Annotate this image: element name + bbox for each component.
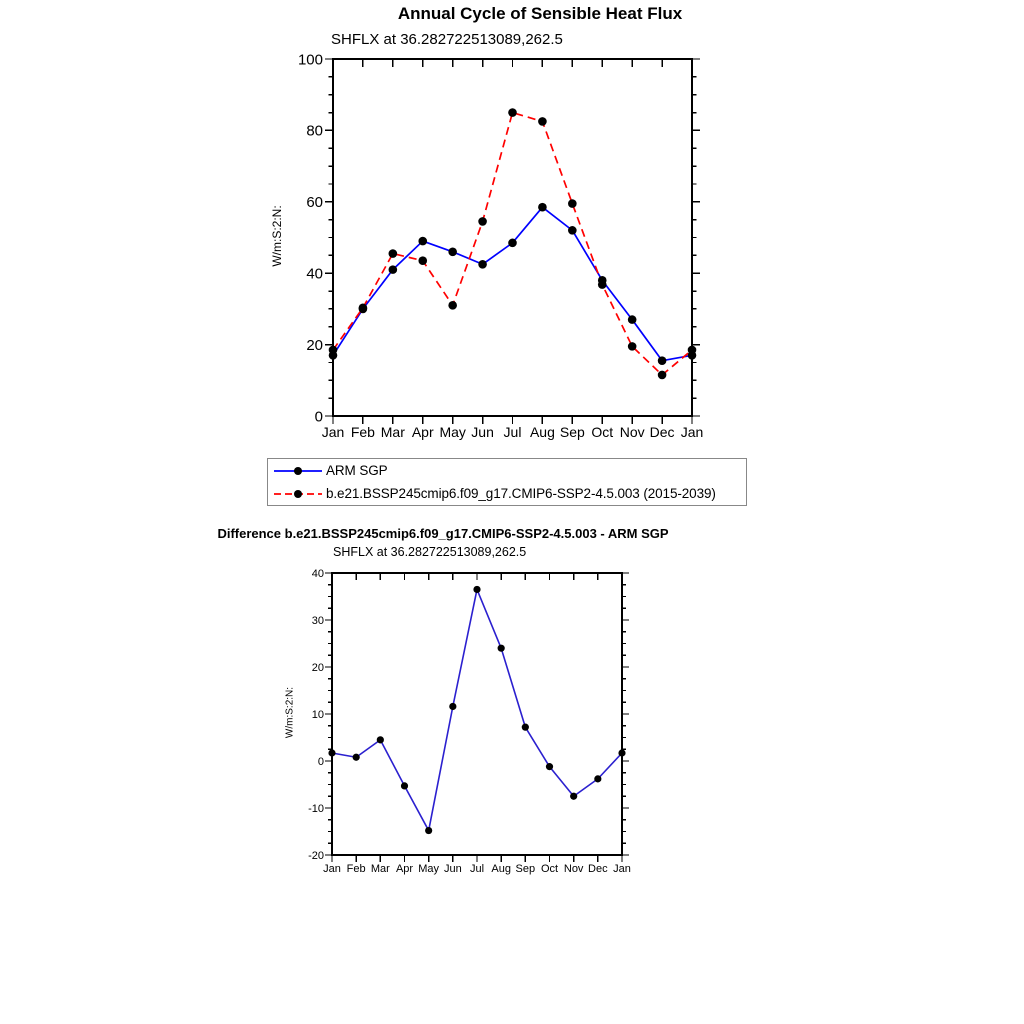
x-tick-label: Sep (515, 863, 536, 875)
data-point-marker (377, 736, 384, 743)
x-tick-label: Jul (503, 424, 522, 440)
y-tick-label: 10 (311, 708, 324, 721)
data-point-marker (425, 827, 432, 834)
data-point-marker (449, 703, 456, 710)
chart-frame (332, 573, 622, 855)
x-tick-label: Oct (540, 863, 559, 875)
x-tick-label: Nov (563, 863, 584, 875)
x-tick-label: May (418, 863, 440, 875)
legend-label-arm-sgp: ARM SGP (326, 463, 388, 478)
x-tick-label: Dec (649, 424, 675, 440)
legend-label-model: b.e21.BSSP245cmip6.f09_g17.CMIP6-SSP2-4.5.003 (2015-2039) (326, 486, 716, 501)
y-tick-label: -10 (308, 802, 324, 815)
chart1-title: Annual Cycle of Sensible Heat Flux (397, 4, 683, 23)
y-tick-label: 30 (311, 614, 324, 627)
y-tick-label: 0 (317, 755, 324, 768)
axis-tick-labels (308, 568, 631, 875)
y-tick-label: 40 (311, 567, 324, 580)
x-tick-label: Mar (380, 424, 405, 440)
y-tick-label: 20 (306, 336, 323, 354)
x-tick-label: Sep (559, 424, 585, 440)
data-point-marker (328, 749, 335, 756)
y-tick-label: 40 (306, 265, 323, 283)
x-tick-label: Jan (323, 863, 341, 875)
x-tick-label: Oct (591, 424, 614, 440)
data-point-marker (546, 763, 553, 770)
chart1-subtitle: SHFLX at 36.282722513089,262.5 (331, 31, 563, 48)
x-tick-label: Jan (680, 424, 704, 440)
x-tick-label: Dec (588, 863, 608, 875)
data-point-marker (473, 586, 480, 593)
y-tick-label: 20 (311, 661, 324, 674)
y-tick-label: -20 (308, 849, 324, 862)
x-tick-label: Nov (619, 424, 645, 440)
y-tick-label: 80 (306, 122, 323, 140)
data-point-marker (570, 793, 577, 800)
x-tick-label: Jan (613, 863, 631, 875)
x-tick-label: Feb (346, 863, 366, 875)
x-tick-label: Apr (395, 863, 414, 875)
x-tick-label: Jul (469, 863, 485, 875)
x-tick-label: Jan (321, 424, 345, 440)
chart2-subtitle: SHFLX at 36.282722513089,262.5 (333, 545, 527, 559)
data-point-marker (594, 775, 601, 782)
x-tick-label: Aug (529, 424, 555, 440)
y-tick-label: 100 (297, 51, 323, 69)
x-tick-label: Mar (370, 863, 390, 875)
y-tick-label: 60 (306, 194, 323, 212)
y-tick-label: 0 (314, 408, 323, 426)
x-tick-label: Feb (350, 424, 375, 440)
chart1-y-axis-label: W/m:S:2:N: (270, 205, 284, 267)
x-tick-label: Jun (443, 863, 462, 875)
data-point-marker (618, 749, 625, 756)
chart2-title: Difference b.e21.BSSP245cmip6.f09_g17.CMIP6-SSP2-4.5.003 - ARM SGP (217, 526, 669, 541)
data-point-marker (353, 754, 360, 761)
data-point-marker (522, 724, 529, 731)
x-tick-label: May (439, 424, 466, 440)
series-line (332, 589, 622, 830)
axis-ticks (325, 573, 629, 862)
chart2-y-axis-label: W/m:S:2:N: (284, 686, 296, 739)
x-tick-label: Apr (411, 424, 434, 440)
data-point-marker (401, 782, 408, 789)
data-point-marker (498, 645, 505, 652)
x-tick-label: Jun (471, 424, 494, 440)
x-tick-label: Aug (491, 863, 511, 875)
